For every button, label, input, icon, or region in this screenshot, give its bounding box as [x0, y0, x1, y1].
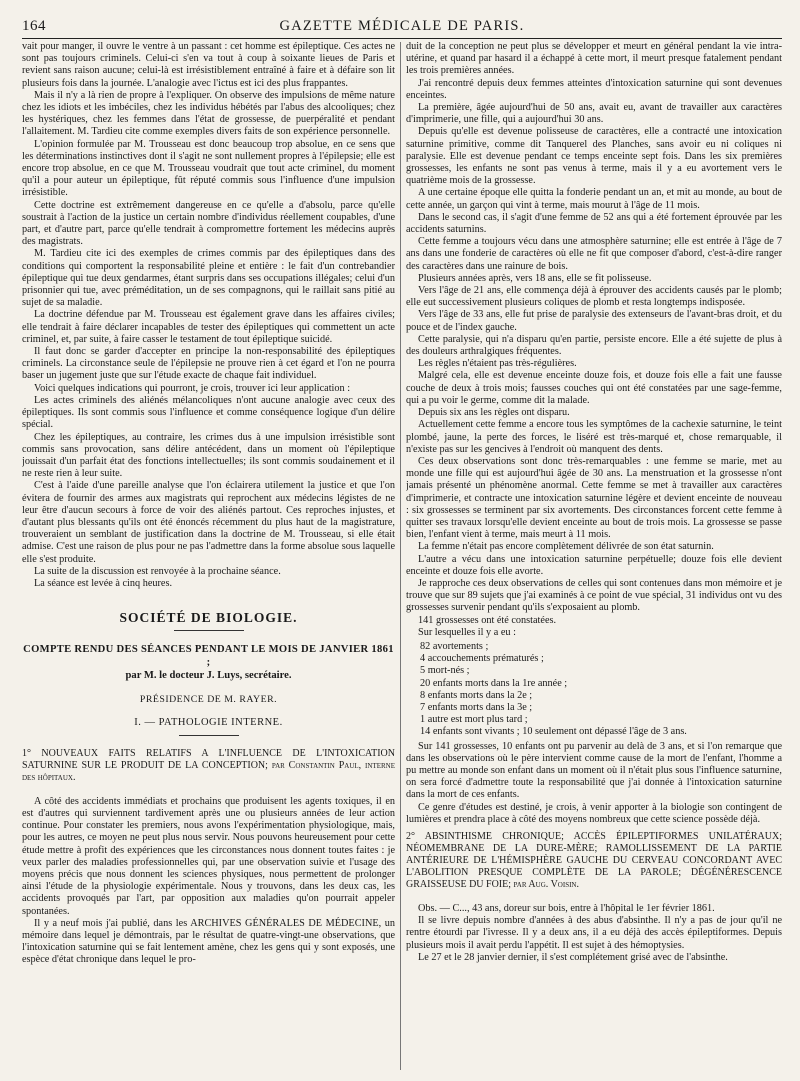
paragraph: C'est à l'aide d'une pareille analyse que l'on éclairera utilement la justice et que l'on évitera de fournir des armes aux magistrats qui reprochent aux médecins légistes de ne leur être d'aucun secours à force de voir des aliénés partout. Ces reproches injustes, et d'autant plus blessants qu'ils ont été énoncés récemment du plus haut de la magistrature, trouveraient un semblant de justification dans la doctrine de M. Trousseau, si elle était admise. C'est une raison de plus pour ne pas l'admettre dans la forme absolue sous laquelle elle s'est produite.	[22, 480, 395, 565]
paragraph: Malgré cela, elle est devenue enceinte douze fois, et douze fois elle a fait une fausse couche de deux à trois mois; fausses couches qui ont été constatées par une sage-femme, qui a pu voir le germe, comme dit la malade.	[406, 370, 782, 406]
stats-item: 5 mort-nés ;	[420, 665, 470, 677]
right-column	[406, 41, 782, 1071]
report-heading	[22, 643, 395, 682]
stat-intro: 141 grossesses ont été constatées.	[418, 614, 557, 626]
paragraph: Actuellement cette femme a encore tous les symptômes de la cachexie saturnine, le teint plombé, jaune, la perte des forces, le liséré est très-marqué et, chose remarquable, il n'existe pas sur les gencives à l'endroit où manquent des dents.	[406, 419, 782, 455]
paragraph: Les règles n'étaient pas très-régulières.	[418, 358, 577, 370]
paragraph: Chez les épileptiques, au contraire, les crimes dus à une impulsion irrésistible sont commis sans provocation, sans délire antécédent, dans un moment où l'épileptique jouissait d'un parfait état des fonctions intellectuelles; ils sont commis soudainement et il ne reste rien à leur suite.	[22, 431, 395, 480]
paragraph: Cette doctrine est extrêmement dangereuse en ce qu'elle a d'absolu, parce qu'elle soustrait à l'action de la justice un certain nombre d'individus réellement coupables, d'une part, et d'autre part, parce qu'elle tendrait à compromettre fortement les médecins auprès des magistrats.	[22, 199, 395, 248]
stats-item: 1 autre est mort plus tard ;	[420, 714, 528, 726]
paragraph: Vers l'âge de 21 ans, elle commença déjà à éprouver des accidents causés par le plomb; elle eut successivement plusieurs coliques de plomb et resta longtemps indisposée.	[406, 285, 782, 309]
paragraph: Depuis qu'elle est devenue polisseuse de caractères, elle a contracté une intoxication saturnine primitive, comme dit Tanquerel des Planches, sans avoir eu ni coliques ni paralysie. Elle est devenue pendant ce temps enceinte sept fois. Dans les six premières grossesses, les enfants ne sont pas venus à terme, mais il y a eu avortement vers le quatrième mois de la grossesse.	[406, 126, 782, 187]
article-title-text: 1° NOUVEAUX FAITS RELATIFS A L'INFLUENCE DE L'INTOXICATION SATURNINE SUR LE PRODUIT DE LA CONCEPTION; par Constantin Paul, interne des hôpitaux.	[22, 747, 395, 783]
paragraph: L'autre a vécu dans une intoxication saturnine perpétuelle; douze fois elle devient enceinte et douze fois elle avorte.	[406, 553, 782, 577]
paragraph: Voici quelques indications qui pourront, je crois, trouver ici leur application :	[34, 382, 351, 394]
stats-item: 20 enfants morts dans la 1re année ;	[420, 677, 568, 689]
stats-list	[420, 641, 782, 739]
paragraph: Cette femme a toujours vécu dans une atmosphère saturnine; elle est entrée à l'âge de 7 ans dans une fonderie de caractères où elle ne fit que composer d'abord, c'est-à-dire ranger des caractères dans une rainure de bois.	[406, 236, 782, 272]
paragraph: Il y a neuf mois j'ai publié, dans les ARCHIVES GÉNÉRALES DE MÉDECINE, un mémoire dans lequel je démontrais, par le résultat de quatre-vingt-une observations, que l'intoxication saturnine qui se fait lentement amène, chez les gens qui y sont exposés, une espèce d'état chronique dans lequel le pro-	[22, 917, 395, 966]
part-rule	[179, 735, 239, 736]
paragraph: Depuis six ans les règles ont disparu.	[418, 407, 570, 419]
stats-item: 82 avortements ;	[420, 640, 489, 652]
paragraph: Les actes criminels des aliénés mélancoliques n'ont aucune analogie avec ceux des épileptiques. Ils sont commis sous l'influence et comme conséquence logique d'un délire spécial.	[22, 394, 395, 431]
paragraph: Il faut donc se garder d'accepter en principe la non-responsabilité des épileptiques criminels. La circonstance seule de l'épilepsie ne prouve rien à cet égard et l'on ne pourra baser un jugement juste que sur l'étude exacte de chaque fait individuel.	[22, 346, 395, 382]
paragraph: L'opinion formulée par M. Trousseau est donc beaucoup trop absolue, en ce sens que les déterminations instinctives dont il s'agit ne sont nullement propres à l'épilepsie; elle est encore trop absolue, en ce que M. Trousseau voudrait que tout acte criminel, du moment qu'il a pour auteur un épileptique, fût réputé commis sous l'influence d'une impulsion irrésistible.	[22, 138, 395, 199]
paragraph: Il se livre depuis nombre d'années à des abus d'absinthe. Il n'y a pas de jour qu'il ne rentre étourdi par l'ivresse. Il y a deux ans, il a eu déjà des accès épileptiformes. Depuis plusieurs mois il avait perdu l'appétit. Il est sujet à des hémoptysies.	[406, 915, 782, 951]
stats-item: 4 accouchements prématurés ;	[420, 653, 544, 665]
page-header	[22, 10, 782, 39]
paragraph: Le 27 et le 28 janvier dernier, il s'est complétement grisé avec de l'absinthe.	[418, 951, 728, 963]
paragraph: Cette paralysie, qui n'a disparu qu'en partie, persiste encore. Elle a été sujette de plus à des douleurs arthralgiques fréquentes.	[406, 333, 782, 358]
paragraph: Dans le second cas, il s'agit d'une femme de 52 ans qui a été fortement éprouvée par les accidents saturnins.	[406, 211, 782, 236]
paragraph: Sur 141 grossesses, 10 enfants ont pu parvenir au delà de 3 ans, et si l'on remarque que dans les observations où le père intervient comme cause de la mort de l'enfant, l'homme a pu mettre au monde son enfant dans un moment où il n'était plus sous l'influence saturnine, on sera forcé d'admettre toute la responsabilité que j'ai donnée à l'intoxication saturnine dans la mort de ces enfants.	[406, 740, 782, 801]
paragraph: Obs. — C..., 43 ans, doreur sur bois, entre à l'hôpital le 1er février 1861.	[418, 903, 715, 914]
paragraph: A côté des accidents immédiats et prochains que produisent les agents toxiques, il en est d'autres qui surviennent tardivement après une ou plusieurs années de leur action continue. Pour constater les premiers, nous avons l'expérimentation physiologique, mais, pour les autres, ce moyen ne peut plus nous servir. Nous pouvons heureusement pour cette étude mettre à profit des expériences que les circonstances nous donnent toutes faites : je veux parler des maladies professionnelles qui, par une observation suivie et l'usage des moyens précis que nous donnent les sciences physiques, nous permettent de prolonger ainsi l'étude de la physiologie expérimentale. Nous y trouvons, dans les deux cas, les accidents provoqués par l'art, par opposition aux maladies qu'on pourrait appeler spontanées.	[22, 795, 395, 917]
paragraph: duit de la conception ne peut plus se développer et meurt en général pendant la vie intra-utérine, et quand par hasard il a échappé à cette mort, il meurt presque fatalement pendant les trois premières années.	[406, 41, 782, 77]
paragraph: La séance est levée à cinq heures.	[34, 577, 173, 589]
paragraph: M. Tardieu cite ici des exemples de crimes commis par des épileptiques dans des conditions qui comportent la responsabilité pleine et entière : le fait d'un contrebandier épileptique qui tue deux gendarmes, étant surpris dans ses occupations illégales; celui d'un prisonnier qui tue, avec préméditation, un de ses compagnons, qui le raillait sans pitié au sujet de sa maladie.	[22, 248, 395, 309]
paragraph: vait pour manger, il ouvre le ventre à un passant : cet homme est épileptique. Ces actes ne sont pas toujours criminels. Celui-ci s'en va tout à coup à soixante lieues de Paris et revient sans raison aucune; celui-là est irrésistiblement entraîné à faire et à défaire son lit plusieurs fois dans la journée. L'analogie avec l'ictus est ici des plus frappantes.	[22, 41, 395, 89]
paragraph: La suite de la discussion est renvoyée à la prochaine séance.	[34, 565, 281, 577]
presidency-line: PRÉSIDENCE DE M. RAYER.	[139, 694, 278, 706]
section-rule	[174, 630, 244, 631]
paragraph: J'ai rencontré depuis deux femmes atteintes d'intoxication saturnine qui sont devenues enceintes.	[406, 77, 782, 101]
paragraph: Ce genre d'études est destiné, je crois, à venir apporter à la biologie son contingent de lumières et prendra place à côté des moyens nombreux que cette science possède déjà.	[406, 801, 782, 825]
running-title: GAZETTE MÉDICALE DE PARIS.	[279, 18, 525, 34]
report-heading-line2: par M. le docteur J. Luys, secrétaire.	[125, 670, 292, 682]
stats-item: 7 enfants morts dans la 3e ;	[420, 701, 533, 713]
society-title: SOCIÉTÉ DE BIOLOGIE.	[119, 610, 298, 626]
report-heading-line1: COMPTE RENDU DES SÉANCES PENDANT LE MOIS DE JANVIER 1861 ;	[23, 644, 394, 669]
paragraph: Ces deux observations sont donc très-remarquables : une femme se marie, met au monde une fille qui est aujourd'hui âgée de 30 ans. La menstruation et la grossesse n'ont jamais présenté un phénomène anormal. Cette femme se met à travailler aux caractères d'imprimerie, et contracte une intoxication saturnine légère et devient enceinte de nouveau : six grossesses se terminent par six avortements. Des circonstances forcent cette femme à quitter ses travaux lorsqu'elle devient enceinte au bout de trois mois. La grossesse se passe bien, l'enfant vient à terme, mais meurt à 11 mois.	[406, 455, 782, 541]
paragraph: A une certaine époque elle quitta la fonderie pendant un an, et mit au monde, au bout de cette année, un garçon qui vint à terme, mais mourut à l'âge de 11 mois.	[406, 187, 782, 211]
article-title	[22, 748, 395, 784]
column-divider	[400, 42, 401, 1070]
stats-item: 8 enfants morts dans la 2e ;	[420, 689, 533, 701]
stat-sub: Sur lesquelles il y a eu :	[418, 626, 516, 638]
paragraph: La femme n'était pas encore complètement délivrée de son état saturnin.	[418, 541, 714, 553]
stats-item: 14 enfants sont vivants ; 10 seulement ont dépassé l'âge de 3 ans.	[420, 726, 687, 738]
left-column	[22, 41, 395, 1071]
paragraph: La doctrine défendue par M. Trousseau est également grave dans les affaires civiles; elle tendrait à faire déclarer incapables de tester des épileptiques qui commettent un acte criminel, et, par suite, à faire casser le testament de tout épileptique suicidé.	[22, 309, 395, 345]
paragraph: La première, âgée aujourd'hui de 50 ans, avait eu, avant de travailler aux caractères d'imprimerie, une fille, qui a aujourd'hui 30 ans.	[406, 102, 782, 126]
paragraph: Je rapproche ces deux observations de celles qui sont contenues dans mon mémoire et je trouve que sur 89 sujets que j'ai examinés à ce point de vue spécial, 31 individus ont vu des grossesses survenir pendant qu'ils s'exposaient au plomb.	[406, 577, 782, 614]
article-title-2-text: 2° ABSINTHISME CHRONIQUE; ACCÈS ÉPILEPTIFORMES UNILATÉRAUX; NÉOMEMBRANE DE LA DURE-MÈRE; RAMOLLISSEMENT DE LA PARTIE ANTÉRIEURE DE L'HÉMISPHÈRE GAUCHE DU CERVEAU CONCORDANT AVEC L'ABOLITION PRESQUE COMPLÈTE DE LA PAROLE; DÉGÉNÉRESCENCE GRAISSEUSE DU FOIE; par Aug. Voisin.	[406, 831, 782, 890]
article-title-2	[406, 831, 782, 891]
paragraph: Vers l'âge de 33 ans, elle fut prise de paralysie des extenseurs de l'avant-bras droit, et du pouce et de l'index gauche.	[406, 309, 782, 333]
paragraph: Plusieurs années après, vers 18 ans, elle se fit polisseuse.	[418, 272, 652, 284]
page-number: 164	[22, 18, 46, 34]
part-heading: I. — PATHOLOGIE INTERNE.	[134, 716, 283, 728]
paragraph: Mais il n'y a là rien de propre à l'expliquer. On observe des impulsions de même nature chez les idiots et les imbéciles, chez les individus hébétés par l'abus des alcooliques; chez les hystériques, chez les femmes dans l'état de grossesse, de puerpéralité et pendant l'allaitement. M. Tardieu cite comme exemples divers faits de son expérience personnelle.	[22, 89, 395, 138]
